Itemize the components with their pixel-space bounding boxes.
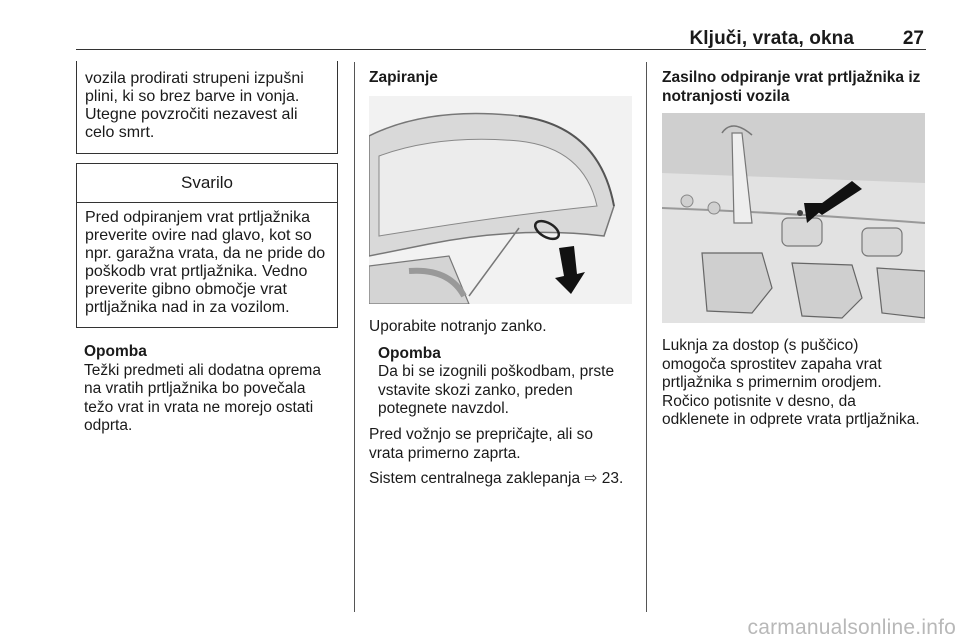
section-title: Ključi, vrata, okna <box>689 28 854 49</box>
central-locking-reference[interactable]: Sistem centralnega zaklepanja ⇨ 23. <box>369 470 624 488</box>
watermark: carmanualsonline.info <box>747 616 956 639</box>
middle-note <box>378 345 639 419</box>
closing-reminder: Pred vožnjo se prepričajte, ali so vrata primerno zaprta. <box>369 425 594 462</box>
emergency-heading: Zasilno odpiranje vrat prtljažnika iz notranjosti vozila <box>662 69 921 105</box>
closing-text <box>369 318 639 489</box>
emergency-text <box>662 337 942 430</box>
emergency-release-illustration <box>662 113 925 323</box>
middle-note-heading: Opomba <box>378 344 441 362</box>
tailgate-closing-illustration <box>369 96 632 304</box>
caution-box <box>76 163 338 328</box>
left-note <box>84 343 344 436</box>
emergency-section <box>662 69 932 106</box>
header-rule <box>76 49 926 50</box>
caution-heading: Svarilo <box>77 164 337 203</box>
closing-instruction: Uporabite notranjo zanko. <box>369 318 547 335</box>
column-divider-2 <box>646 62 647 612</box>
caution-text: Pred odpiranjem vrat prtljažnika preverite ovire nad glavo, kot so npr. garažna vrata, da ne pride do poškodb vrat prtljažnika. Vedno preverite gibno območje vrat prtljažnika nad in za vozilom. <box>85 209 326 316</box>
page-header <box>0 24 926 52</box>
column-divider-1 <box>354 62 355 612</box>
access-hole-image <box>662 113 925 323</box>
closing-heading: Zapiranje <box>369 69 438 86</box>
left-note-heading: Opomba <box>84 343 147 360</box>
middle-note-text: Da bi se izognili poškodbam, prste vstavite skozi zanko, preden potegnete navzdol. <box>378 363 615 418</box>
warning-box-continued <box>76 61 338 154</box>
warning-text: vozila prodirati strupeni izpušni plini, ki so brez barve in vonja. Utegne povzročiti nezavest ali celo smrt. <box>85 70 304 141</box>
left-note-text: Težki predmeti ali dodatna oprema na vratih prtljažnika bo povečala težo vrat in vrata ne morejo ostati odprta. <box>84 361 321 435</box>
emergency-description: Luknja za dostop (s puščico) omogoča sprostitev zapaha vrat prtljažnika s primernim orodjem. Ročico potisnite v desno, da odklenete in odprete vrata prtljažnika. <box>662 337 920 429</box>
tailgate-loop-image <box>369 96 632 304</box>
page-number: 27 <box>902 28 924 49</box>
closing-section <box>369 69 639 88</box>
